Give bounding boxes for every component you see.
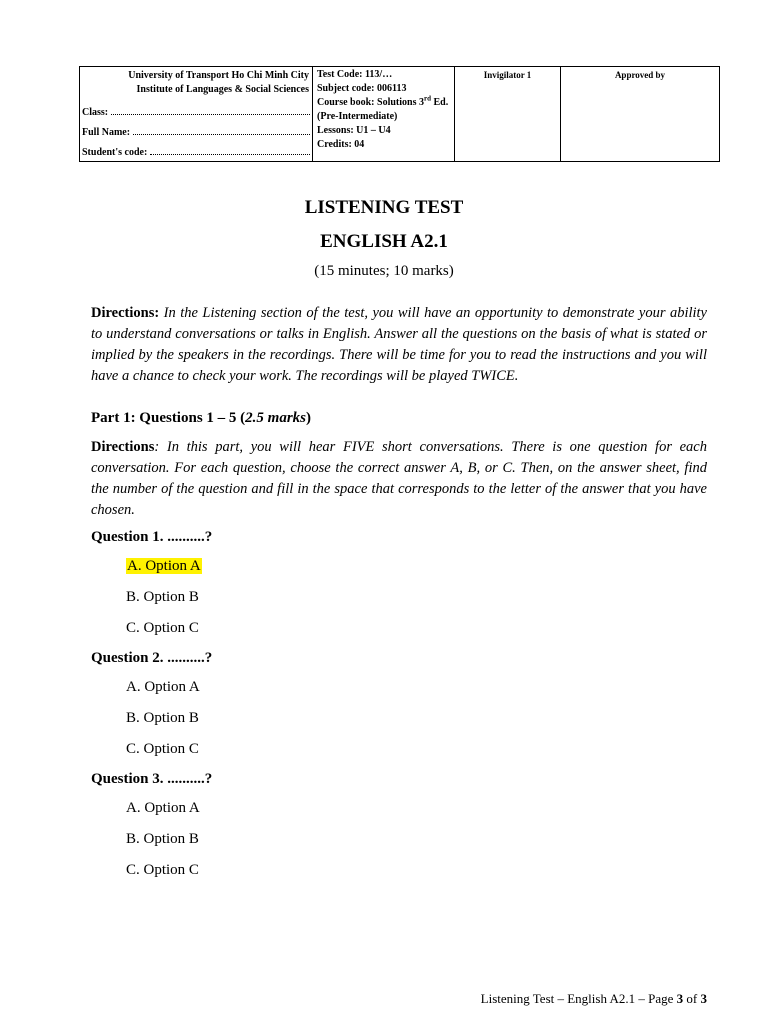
directions-label: Directions:: [91, 305, 160, 321]
test-code: Test Code: 113/…: [317, 69, 393, 80]
subject-code: Subject code: 006113: [317, 83, 407, 94]
question-2-option-b[interactable]: B. Option B: [126, 710, 199, 726]
question-2-label: Question 2. ..........?: [91, 650, 213, 666]
course-level: (Pre-Intermediate): [317, 111, 398, 122]
course-title: ENGLISH A2.1: [320, 231, 448, 252]
question-3-option-b[interactable]: B. Option B: [126, 831, 199, 847]
full-name-fill-line[interactable]: [133, 125, 310, 135]
question-1-option-a[interactable]: [126, 558, 202, 575]
question-1-option-b[interactable]: B. Option B: [126, 589, 199, 605]
part1-marks: 2.5 marks: [245, 410, 306, 426]
student-code-fill-line[interactable]: [150, 145, 310, 155]
part1-directions: [91, 437, 707, 521]
test-duration: (15 minutes; 10 marks): [314, 263, 454, 279]
class-field[interactable]: [82, 105, 310, 120]
class-label: Class:: [82, 107, 109, 118]
full-name-label: Full Name:: [82, 127, 131, 138]
lessons: Lessons: U1 – U4: [317, 125, 391, 136]
part1-directions-text: : In this part, you will hear FIVE short conversations. There is one question for each conversation. For each question, choose the correct answer A, B, or C. Then, on the answer sheet, find the number of the question and fill in the space that corresponds to the letter of the answer that you have chosen.: [91, 439, 707, 518]
question-3-label: Question 3. ..........?: [91, 771, 213, 787]
total-pages: 3: [700, 991, 707, 1006]
page-title: LISTENING TEST: [304, 197, 464, 218]
exam-header-table: [79, 66, 720, 162]
institute-name: Institute of Languages & Social Sciences: [136, 84, 309, 95]
course-book: Course book: Solutions 3rd Ed.: [317, 94, 449, 108]
approved-by-cell: [561, 67, 719, 161]
question-2-option-a[interactable]: A. Option A: [126, 679, 200, 695]
part1-heading: Part 1: Questions 1 – 5 (2.5 marks): [91, 410, 311, 426]
highlighted-answer: A. Option A: [127, 558, 201, 574]
current-page-number: 3: [676, 991, 684, 1006]
full-name-field[interactable]: [82, 125, 310, 140]
directions-text: In the Listening section of the test, you will have an opportunity to demonstrate your ability to understand conversations or talks in English. Answer all the questions on the basis of what is stated or implied by the speakers in the recordings. There will be time for you to read the instructions and you will have a chance to check your work. The recordings will be played TWICE.: [91, 305, 707, 384]
part1-directions-label: Directions: [91, 439, 155, 455]
credits: Credits: 04: [317, 139, 365, 150]
question-1-label: Question 1. ..........?: [91, 529, 213, 545]
question-2-option-c[interactable]: C. Option C: [126, 741, 199, 757]
question-1-option-c[interactable]: C. Option C: [126, 620, 199, 636]
student-code-label: Student's code:: [82, 147, 148, 158]
header-student-info-cell: [80, 67, 313, 161]
header-course-info-cell: [313, 67, 455, 161]
approved-by-label: Approved by: [614, 70, 666, 80]
page-footer: Listening Test – English A2.1 – Page 3 of 3: [480, 991, 707, 1006]
invigilator-label: Invigilator 1: [483, 70, 532, 80]
question-3-option-a[interactable]: A. Option A: [126, 800, 200, 816]
student-code-field[interactable]: [82, 145, 310, 160]
question-3-option-c[interactable]: C. Option C: [126, 862, 199, 878]
class-fill-line[interactable]: [111, 105, 310, 115]
university-name: University of Transport Ho Chi Minh City: [128, 70, 309, 81]
general-directions: [91, 303, 707, 387]
invigilator-cell: [455, 67, 561, 161]
